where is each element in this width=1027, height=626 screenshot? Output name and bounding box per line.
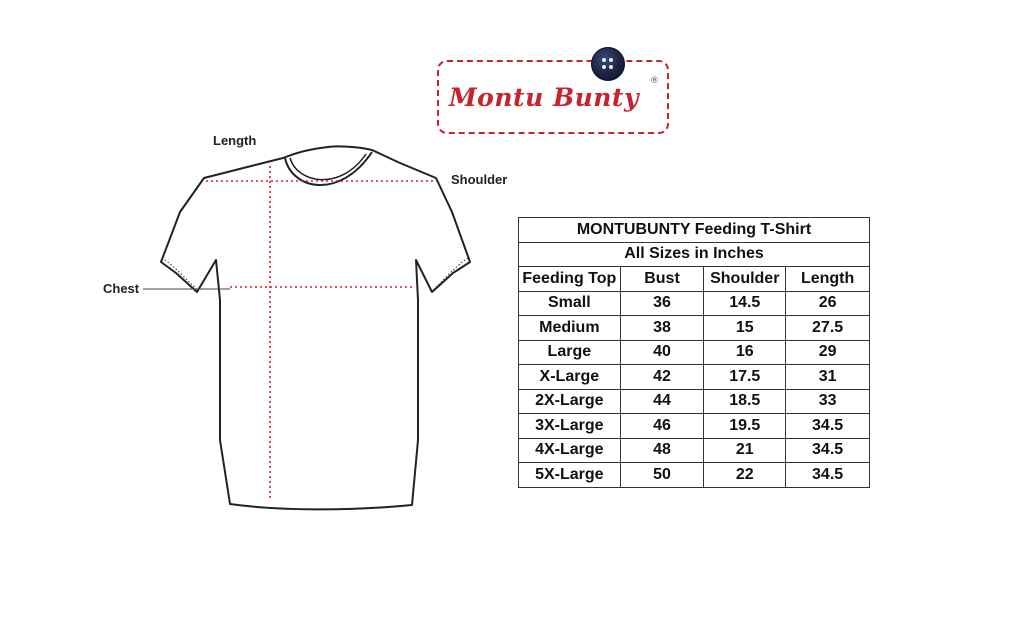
registered-mark: ®	[650, 76, 659, 86]
measurement-cell: 17.5	[704, 365, 786, 390]
column-header: Feeding Top	[519, 267, 621, 292]
measurement-cell: 38	[620, 316, 704, 341]
size-name-cell: 2X-Large	[519, 389, 621, 414]
measurement-cell: 50	[620, 463, 704, 488]
measurement-cell: 40	[620, 340, 704, 365]
measurement-cell: 33	[786, 389, 870, 414]
size-name-cell: Medium	[519, 316, 621, 341]
measurement-cell: 19.5	[704, 414, 786, 439]
measurement-cell: 48	[620, 438, 704, 463]
measurement-cell: 26	[786, 291, 870, 316]
measurement-cell: 14.5	[704, 291, 786, 316]
measurement-cell: 27.5	[786, 316, 870, 341]
length-label: Length	[213, 133, 257, 148]
measurement-cell: 29	[786, 340, 870, 365]
table-row	[519, 291, 870, 316]
table-subtitle-row	[519, 242, 870, 267]
table-row	[519, 414, 870, 439]
measurement-cell: 46	[620, 414, 704, 439]
measurement-cell: 36	[620, 291, 704, 316]
table-title-row	[519, 218, 870, 243]
table-row	[519, 389, 870, 414]
size-name-cell: 4X-Large	[519, 438, 621, 463]
table-row	[519, 340, 870, 365]
chest-label: Chest	[103, 281, 140, 296]
table-row	[519, 463, 870, 488]
measurement-cell: 34.5	[786, 414, 870, 439]
column-header: Shoulder	[704, 267, 786, 292]
measurement-cell: 31	[786, 365, 870, 390]
size-name-cell: X-Large	[519, 365, 621, 390]
column-header: Length	[786, 267, 870, 292]
measurement-cell: 21	[704, 438, 786, 463]
table-subtitle: All Sizes in Inches	[519, 242, 870, 267]
tshirt-outline	[161, 146, 470, 509]
size-chart-table	[518, 217, 870, 488]
measurement-cell: 15	[704, 316, 786, 341]
size-name-cell: Large	[519, 340, 621, 365]
table-header-row	[519, 267, 870, 292]
measurement-cell: 22	[704, 463, 786, 488]
measurement-cell: 42	[620, 365, 704, 390]
measurement-cell: 18.5	[704, 389, 786, 414]
size-name-cell: 5X-Large	[519, 463, 621, 488]
measurement-cell: 34.5	[786, 438, 870, 463]
brand-name: Montu Bunty	[449, 83, 640, 112]
table-row	[519, 316, 870, 341]
shoulder-label: Shoulder	[451, 172, 508, 187]
size-name-cell: Small	[519, 291, 621, 316]
measurement-cell: 44	[620, 389, 704, 414]
measurement-cell: 16	[704, 340, 786, 365]
size-name-cell: 3X-Large	[519, 414, 621, 439]
column-header: Bust	[620, 267, 704, 292]
measurement-cell: 34.5	[786, 463, 870, 488]
table-row	[519, 438, 870, 463]
table-row	[519, 365, 870, 390]
table-title: MONTUBUNTY Feeding T-Shirt	[519, 218, 870, 243]
